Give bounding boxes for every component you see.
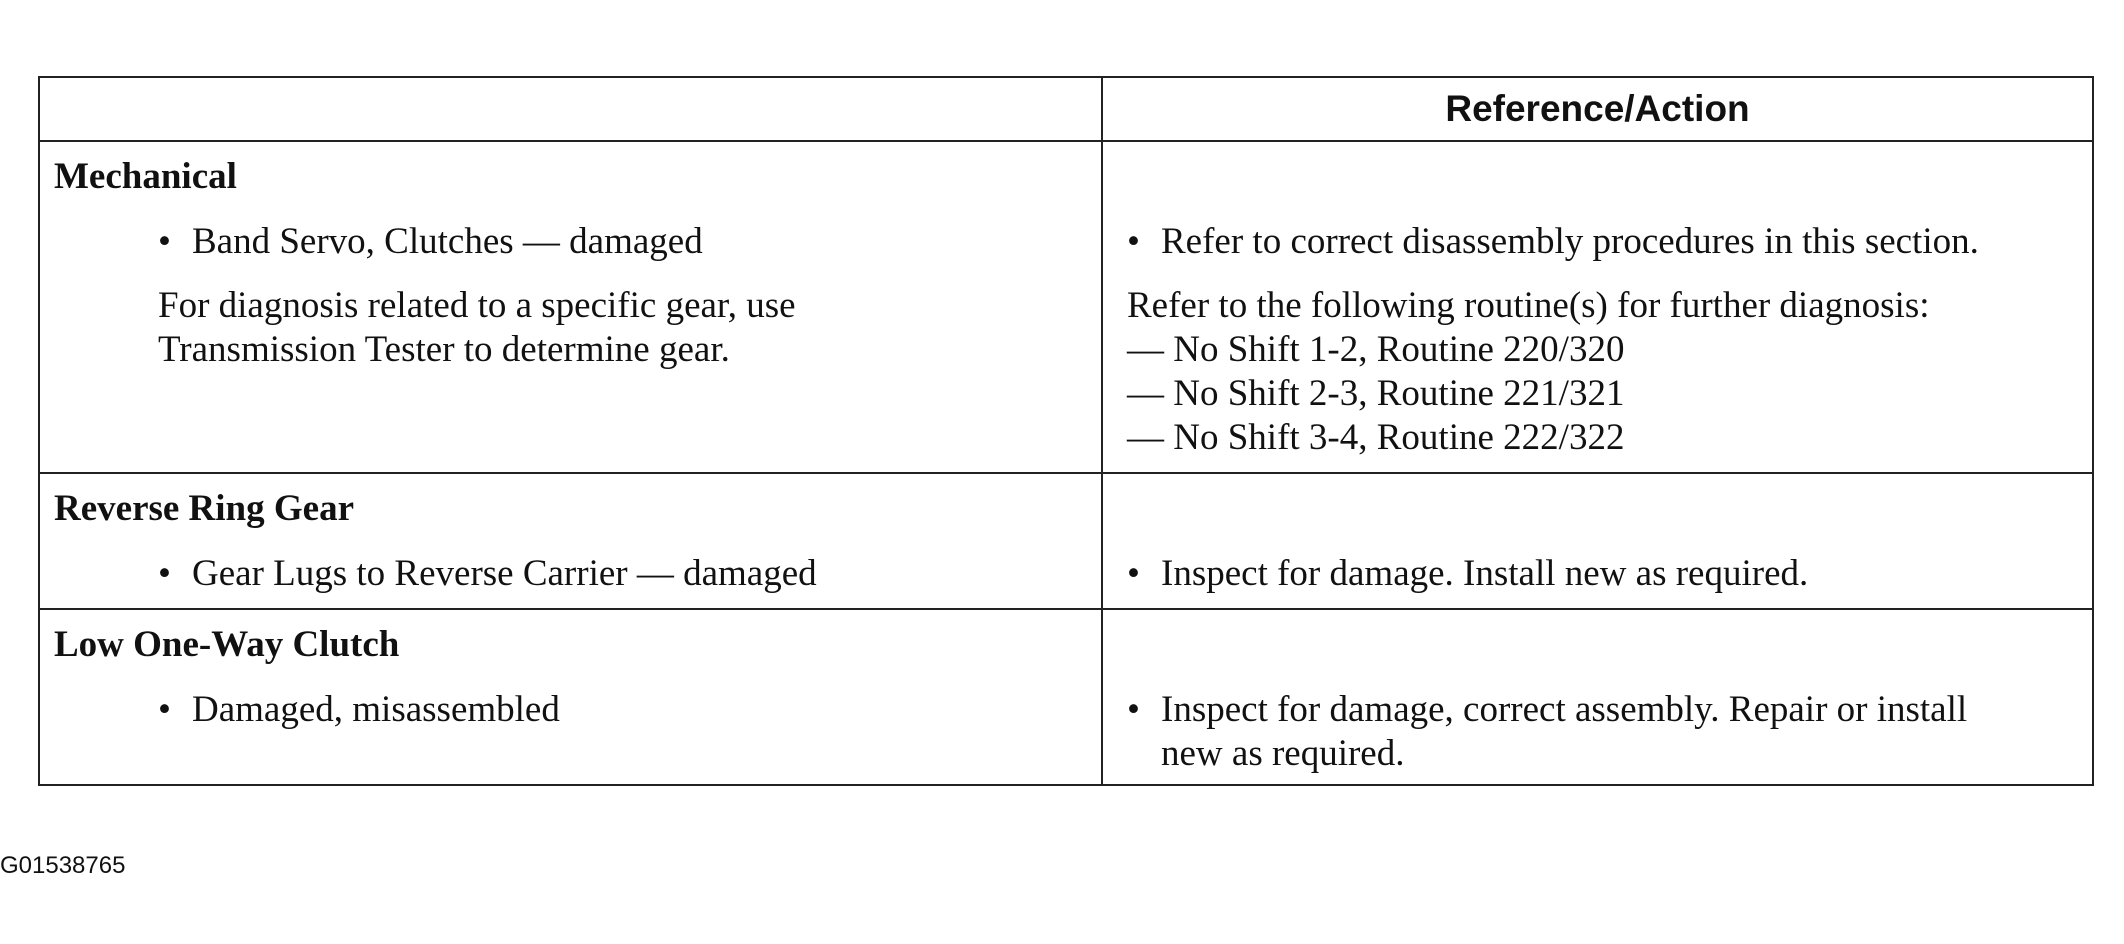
routine-line: — No Shift 3-4, Routine 222/322 (1127, 417, 1625, 458)
routine-line: — No Shift 1-2, Routine 220/320 (1127, 329, 1625, 370)
condition-item (40, 552, 1101, 596)
table-row (39, 532, 2093, 609)
routine-line: — No Shift 2-3, Routine 221/321 (1127, 373, 1625, 414)
table-header-row (39, 77, 2093, 141)
action-text: Inspect for damage. Install new as required. (1161, 553, 1809, 594)
condition-text: Damaged, misassembled (192, 689, 560, 730)
table-row (39, 264, 2093, 473)
bullet-icon: • (1127, 221, 1140, 262)
section-title-row (39, 609, 2093, 668)
header-reference-action: Reference/Action (1102, 77, 2093, 141)
action-text: Inspect for damage, correct assembly. Repair or install new as required. (1161, 689, 1968, 774)
action-item (1103, 688, 2092, 776)
action-item (1103, 552, 2092, 596)
diagnosis-table-container (38, 76, 2092, 786)
section-title-row (39, 473, 2093, 532)
bullet-icon: • (1127, 689, 1140, 730)
figure-id: G01538765 (0, 852, 126, 879)
condition-text: Gear Lugs to Reverse Carrier — damaged (192, 553, 817, 594)
routine-block (1103, 284, 2092, 460)
table-row (39, 200, 2093, 264)
routine-intro: Refer to the following routine(s) for further diagnosis: (1127, 285, 1930, 326)
bullet-icon: • (158, 221, 171, 262)
section-title-low-one-way-clutch: Low One-Way Clutch (54, 624, 400, 665)
bullet-icon: • (1127, 553, 1140, 594)
condition-item (40, 688, 1101, 732)
bullet-icon: • (158, 553, 171, 594)
condition-text: Band Servo, Clutches — damaged (192, 221, 703, 262)
bullet-icon: • (158, 689, 171, 730)
note-condition-text: For diagnosis related to a specific gear, use Transmission Tester to determine gear. (158, 285, 796, 370)
section-title-reverse-ring-gear: Reverse Ring Gear (54, 488, 355, 529)
table-row (39, 668, 2093, 785)
action-item (1103, 220, 2092, 264)
action-text: Refer to correct disassembly procedures in this section. (1161, 221, 1979, 262)
section-title-row (39, 141, 2093, 200)
section-title-mechanical: Mechanical (54, 156, 237, 197)
diagnosis-table (38, 76, 2094, 786)
condition-item (40, 220, 1101, 264)
header-condition (39, 77, 1102, 141)
